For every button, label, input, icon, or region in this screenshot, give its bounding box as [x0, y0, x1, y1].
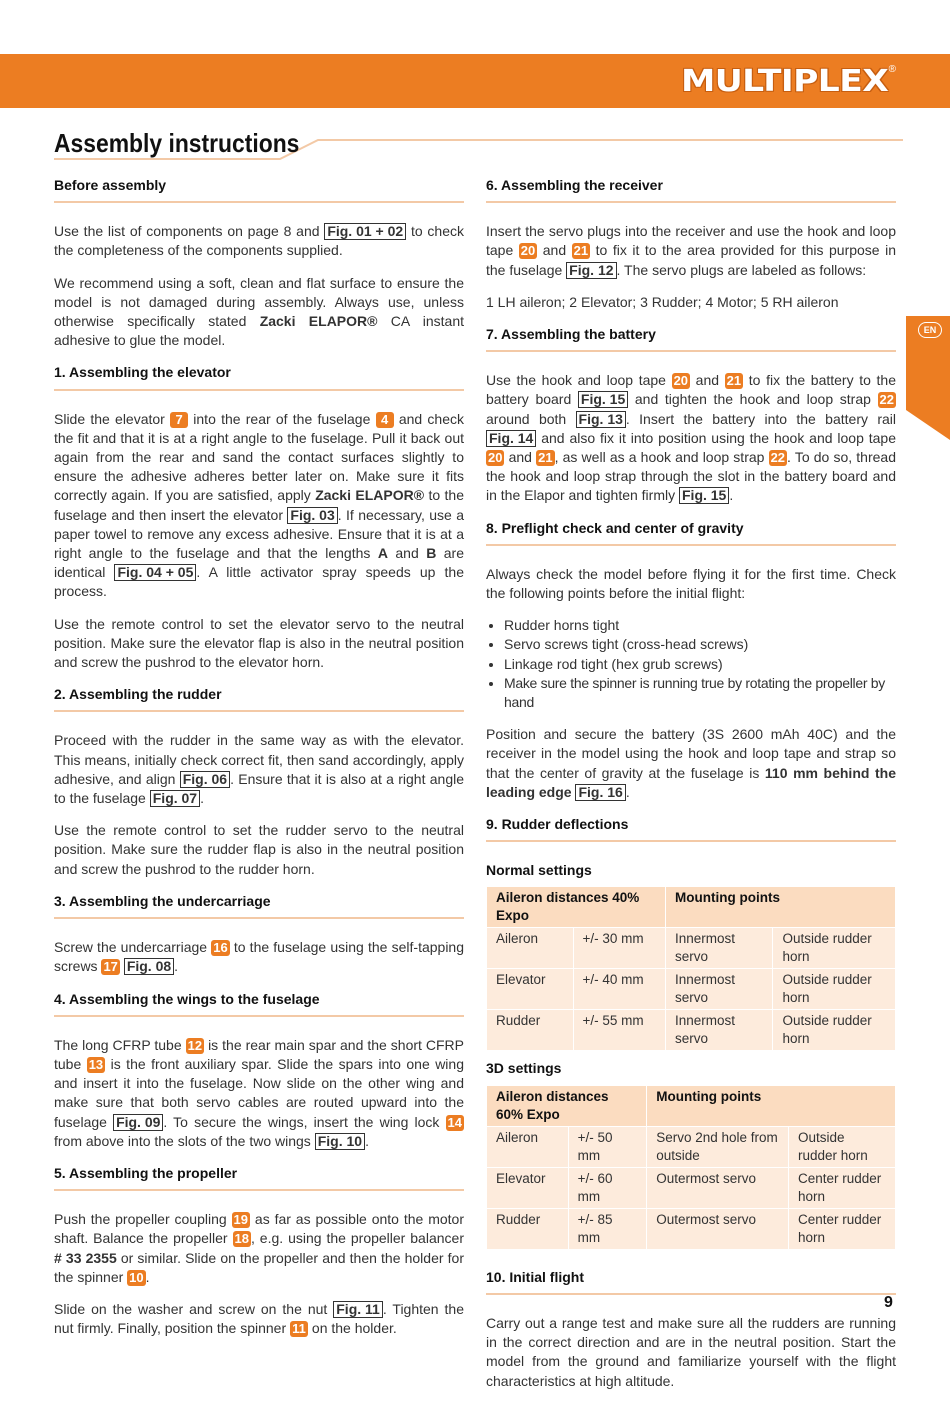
- paragraph: 1 LH aileron; 2 Elevator; 3 Rudder; 4 Motor; 5 RH aileron: [486, 293, 839, 310]
- paragraph: Always check the model before flying it for the first time. Check the following points before the initial flight:: [486, 565, 896, 602]
- paragraph: Slide the elevator 7 into the rear of the fuselage 4 and check the fit and that it is at a right angle to the fuselage. Pull it back out again from the rear and sand the contact surfaces slightly to ensure the adhesive adheres better later on. Make sure it fits correctly again. If you are satisfied, apply Zacki ELAPOR® to the fuselage and then insert the elevator Fig. 03 . If necessary, use a paper towel to remove any excess adhesive. Ensure that it is at a right angle to the fuselage and that the lengths A and B are identical Fig. 04 + 05 . A little activator spray speeds up the process.: [54, 410, 465, 600]
- language-tab-tip: [906, 410, 950, 440]
- table-header: Aileron distances 40% Expo: [487, 887, 666, 928]
- part-number-badge: 12: [187, 1037, 203, 1053]
- part-number-badge: 16: [213, 940, 228, 956]
- table-row: Aileron +/- 30 mm Innermost servo Outside rudder horn: [487, 928, 896, 969]
- table-header: Mounting points: [647, 1085, 896, 1126]
- part-number-badge: 19: [233, 1212, 249, 1228]
- table-row: Aileron +/- 50 mm Servo 2nd hole from outside Outside rudder horn: [487, 1126, 896, 1167]
- section-heading: 10. Initial flight: [486, 1268, 896, 1295]
- paragraph: The long CFRP tube 12 is the rear main spar and the short CFRP tube 13 is the front auxiliary spar. Slide the spars into one wing and insert it into the fuselage. Now slide on the other wing and make sure that both servo cables are routed upward into the fuselage Fig. 09 . To secure the wings, insert the wing lock 14 from above into the slots of the two wings Fig. 10 .: [54, 1036, 465, 1149]
- part-number-badge: 22: [770, 450, 786, 466]
- part-number-badge: 21: [538, 450, 553, 466]
- figure-ref: Fig. 06: [180, 771, 230, 788]
- section-heading: Before assembly: [54, 176, 464, 203]
- part-number-badge: 13: [88, 1056, 104, 1072]
- figure-ref: Fig. 16: [575, 784, 625, 801]
- paragraph: Position and secure the battery (3S 2600 mAh 40C) and the receiver in the model using the hook and loop tape and strap so that the center of gravity at the fuselage is 110 mm behind the leading edge Fig. 16 .: [486, 726, 896, 800]
- paragraph: Use the hook and loop tape 20 and 21 to fix the battery to the battery board Fig. 15 and tighten the hook and loop strap 22 around both Fig. 13 . Insert the battery into the battery rail Fig. 14 and also fix it into position using the hook and loop tape 20 and 21 , as well as a hook and loop strap 22 . To do so, thread the hook and loop strap through the slot in the battery board and in the Elapor and tighten firmly Fig. 15 .: [486, 372, 896, 504]
- section-heading: 8. Preflight check and center of gravity: [486, 519, 896, 546]
- multiplex-logo: MULTIPLEX: [680, 64, 888, 99]
- figure-ref: Fig. 09: [113, 1114, 163, 1131]
- paragraph: Use the list of components on page 8 and Fig. 01 + 02 to check the completeness of the components supplied.: [54, 223, 464, 259]
- figure-ref: Fig. 07: [150, 790, 200, 807]
- figure-ref: Fig. 10: [315, 1133, 365, 1150]
- figure-ref: Fig. 11: [333, 1301, 383, 1318]
- part-number-badge: 10: [129, 1269, 144, 1285]
- section-heading: 5. Assembling the propeller: [54, 1164, 464, 1191]
- paragraph: Screw the undercarriage 16 to the fuselage using the self-tapping screws 17 Fig. 08 .: [54, 939, 464, 975]
- list-item: • Servo screws tight (cross-head screws): [504, 635, 896, 654]
- part-number-badge: 20: [520, 243, 536, 259]
- part-number-badge: 21: [573, 243, 589, 259]
- table-header: Mounting points: [665, 887, 895, 928]
- paragraph: Insert the servo plugs into the receiver and use the hook and loop tape 20 and 21 to fix it to the area provided for this purpose in the fuselage Fig. 12 . The servo plugs are labeled as follows:: [486, 223, 897, 278]
- part-number-badge: 14: [447, 1114, 462, 1130]
- figure-ref: Fig. 04 + 05: [114, 564, 196, 581]
- figure-ref: Fig. 13: [576, 411, 626, 428]
- table-row: Elevator +/- 60 mm Outermost servo Center rudder horn: [487, 1167, 896, 1208]
- figure-ref: Fig. 01 + 02: [324, 223, 406, 240]
- paragraph: We recommend using a soft, clean and flat surface to ensure the model is not damaged during assembly. Always use, unless otherwise specifically stated Zacki ELAPOR® CA instant adhesive to glue the model.: [54, 274, 464, 349]
- part-number-badge: 18: [234, 1231, 249, 1247]
- figure-ref: Fig. 12: [566, 262, 616, 279]
- part-number-badge: 11: [290, 1321, 308, 1337]
- figure-ref: Fig. 15: [679, 487, 729, 504]
- table-row: Elevator +/- 40 mm Innermost servo Outside rudder horn: [487, 969, 896, 1010]
- part-number-badge: 21: [726, 373, 742, 389]
- paragraph: Slide on the washer and screw on the nut Fig. 11 . Tighten the nut firmly. Finally, position the spinner 11 on the holder.: [54, 1300, 464, 1337]
- page-title: Assembly instructions: [54, 128, 300, 158]
- section-heading: 7. Assembling the battery: [486, 325, 896, 352]
- section-heading: 1. Assembling the elevator: [54, 363, 464, 390]
- part-number-badge: 7: [170, 412, 188, 428]
- section-heading: 3. Assembling the undercarriage: [54, 892, 464, 919]
- 3d-settings-table: [486, 1085, 896, 1250]
- figure-ref: Fig. 03: [287, 507, 337, 524]
- figure-ref: Fig. 15: [578, 391, 628, 408]
- part-number-badge: 22: [879, 392, 894, 408]
- part-number-badge: 17: [103, 959, 118, 975]
- paragraph: Proceed with the rudder in the same way as with the elevator. This means, initially check correct fit, then sand accordingly, apply adhesive, and align Fig. 06 . Ensure that it is also at a right angle to the fuselage Fig. 07 .: [54, 732, 464, 807]
- section-heading: 4. Assembling the wings to the fuselage: [54, 990, 464, 1017]
- paragraph: Push the propeller coupling 19 as far as possible onto the motor shaft. Balance the propeller 18 , e.g. using the propeller balancer # 33 2355 or similar. Slide on the propeller and then the holder for the spinner 10 .: [54, 1211, 464, 1285]
- paragraph: Carry out a range test and make sure all the rudders are running in the correct direction and are in the neutral position. Start the model from the ground and familiarize yourself with the flight characteristics at high altitude.: [486, 1314, 896, 1389]
- list-item: • Make sure the spinner is running true by rotating the propeller by hand: [504, 674, 896, 712]
- paragraph: Use the remote control to set the rudder servo to the neutral position. Make sure the rudder flap is also in the neutral position and screw the pushrod to the rudder horn.: [54, 822, 464, 877]
- checklist: [486, 616, 896, 712]
- section-heading: 9. Rudder deflections: [486, 815, 896, 842]
- registered-mark: ®: [888, 64, 896, 75]
- page-number: 9: [884, 1294, 893, 1311]
- figure-ref: Fig. 08: [124, 958, 174, 975]
- subheading: Normal settings: [486, 862, 592, 879]
- left-column: [54, 176, 464, 1351]
- figure-ref: Fig. 14: [486, 430, 536, 447]
- table-row: Rudder +/- 55 mm Innermost servo Outside rudder horn: [487, 1010, 896, 1051]
- part-number-badge: 4: [376, 412, 394, 428]
- language-badge: EN: [918, 322, 942, 338]
- subheading: 3D settings: [486, 1060, 562, 1077]
- part-number-badge: 20: [488, 450, 503, 466]
- paragraph: Use the remote control to set the elevator servo to the neutral position. Make sure the elevator flap is also in the neutral position and screw the pushrod to the elevator horn.: [54, 615, 464, 671]
- list-item: • Linkage rod tight (hex grub screws): [504, 655, 896, 674]
- table-header: Aileron distances 60% Expo: [487, 1085, 647, 1126]
- table-row: Rudder +/- 85 mm Outermost servo Center rudder horn: [487, 1208, 896, 1249]
- list-item: • Rudder horns tight: [504, 616, 896, 635]
- part-number-badge: 20: [673, 373, 689, 389]
- section-heading: 2. Assembling the rudder: [54, 685, 464, 712]
- right-column: [486, 176, 896, 1404]
- normal-settings-table: [486, 886, 896, 1051]
- section-heading: 6. Assembling the receiver: [486, 176, 896, 203]
